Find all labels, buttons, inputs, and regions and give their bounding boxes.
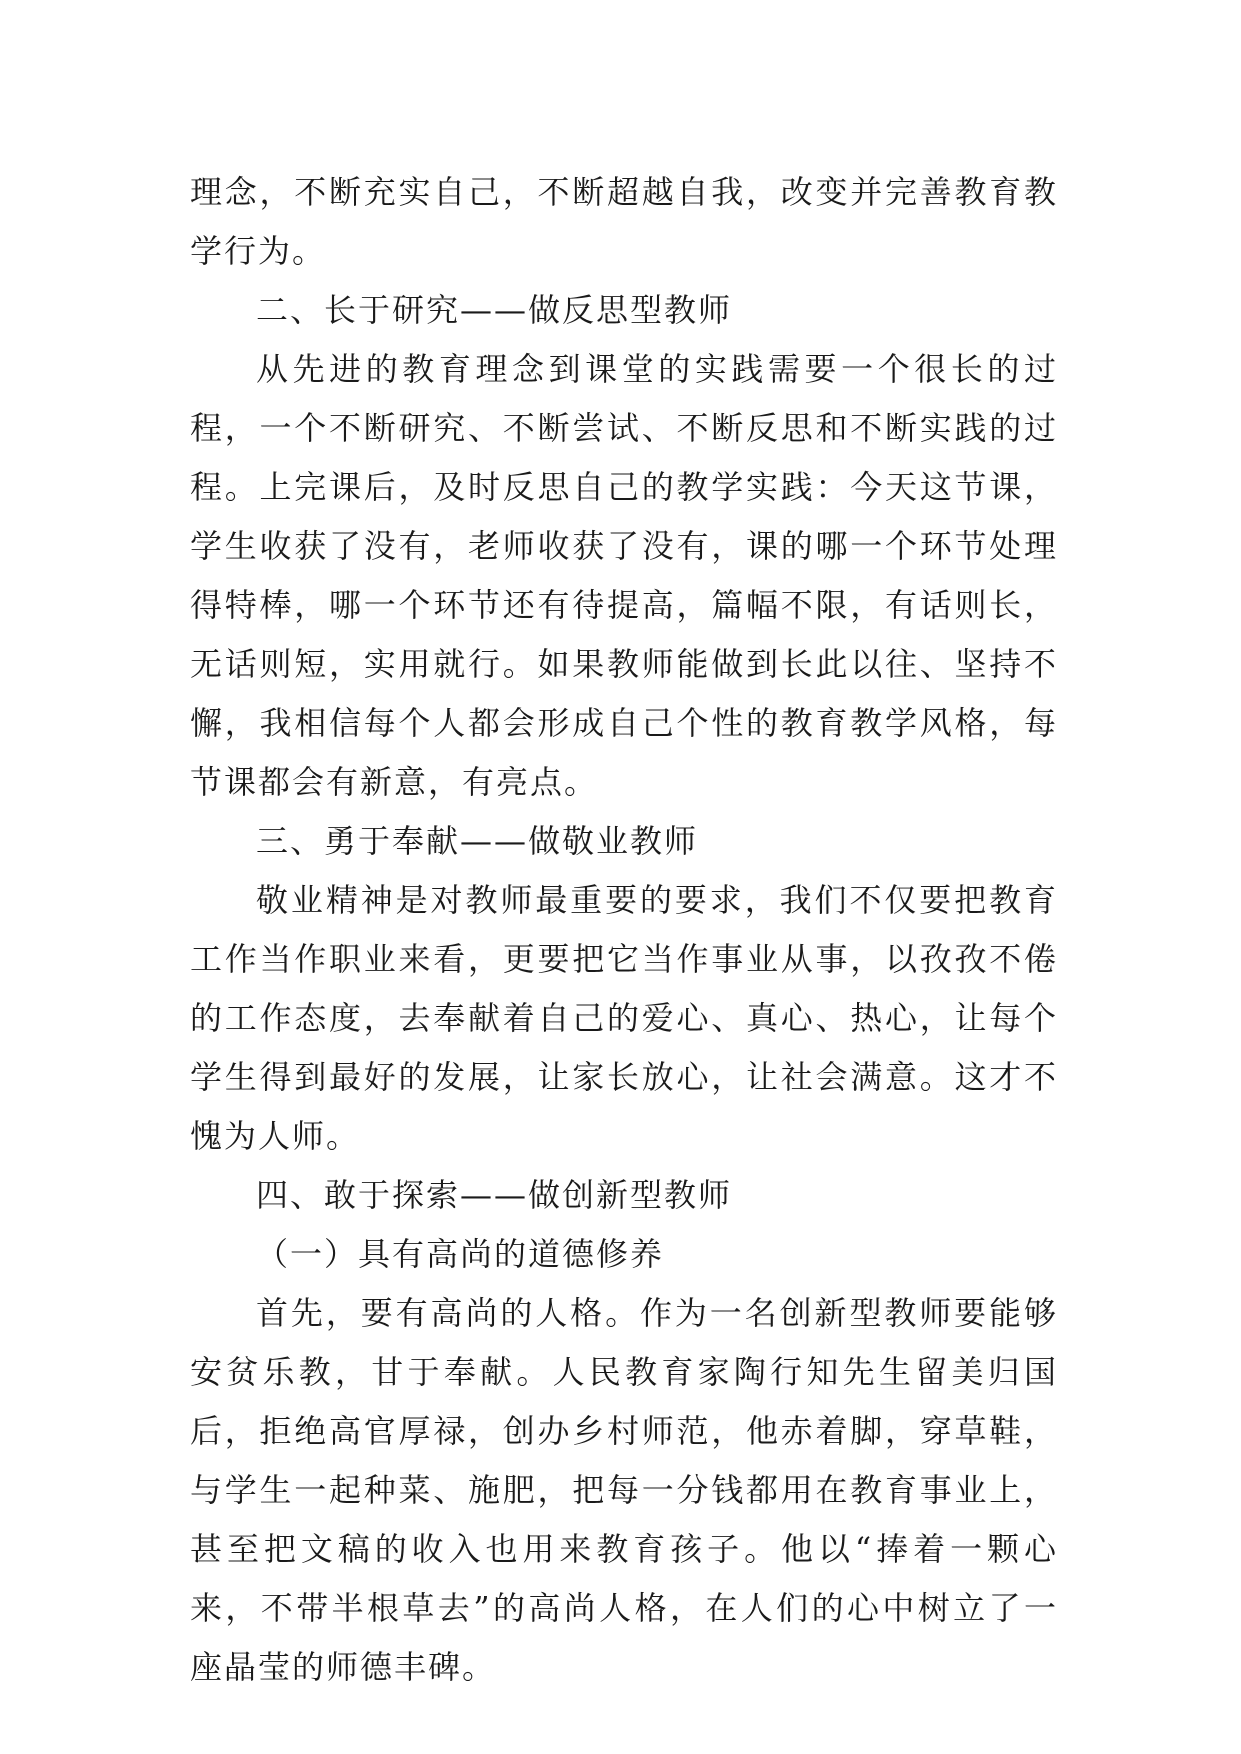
paragraph-dedication: 敬业精神是对教师最重要的要求，我们不仅要把教育工作当作职业来看，更要把它当作事业从事，以孜孜不倦的工作态度，去奉献着自己的爱心、真心、热心，让每个学生得到最好的发展，让家长放心，让社会满意。这才不愧为人师。	[190, 881, 1058, 1155]
subsection-heading-morality: （一）具有高尚的道德修养	[256, 1235, 665, 1273]
paragraph-continued: 理念，不断充实自己，不断超越自我，改变并完善教育教学行为。	[190, 173, 1058, 270]
section-heading-dedication: 三、勇于奉献——做敬业教师	[256, 822, 699, 860]
paragraph-morality: 首先，要有高尚的人格。作为一名创新型教师要能够安贫乐教，甘于奉献。人民教育家陶行知先生留美归国后，拒绝高官厚禄，创办乡村师范，他赤着脚，穿草鞋，与学生一起种菜、施肥，把每一分钱都用在教育事业上，甚至把文稿的收入也用来教育孩子。他以“捧着一颗心来，不带半根草去”的高尚人格，在人们的心中树立了一座晶莹的师德丰碑。	[190, 1294, 1058, 1686]
section-heading-innovation: 四、敢于探索——做创新型教师	[256, 1176, 733, 1214]
section-heading-research: 二、长于研究——做反思型教师	[256, 291, 733, 329]
paragraph-reflection: 从先进的教育理念到课堂的实践需要一个很长的过程，一个不断研究、不断尝试、不断反思和不断实践的过程。上完课后，及时反思自己的教学实践：今天这节课，学生收获了没有，老师收获了没有，课的哪一个环节处理得特棒，哪一个环节还有待提高，篇幅不限，有话则长，无话则短，实用就行。如果教师能做到长此以往、坚持不懈，我相信每个人都会形成自己个性的教育教学风格，每节课都会有新意，有亮点。	[190, 350, 1058, 801]
document-body	[190, 163, 1058, 1697]
